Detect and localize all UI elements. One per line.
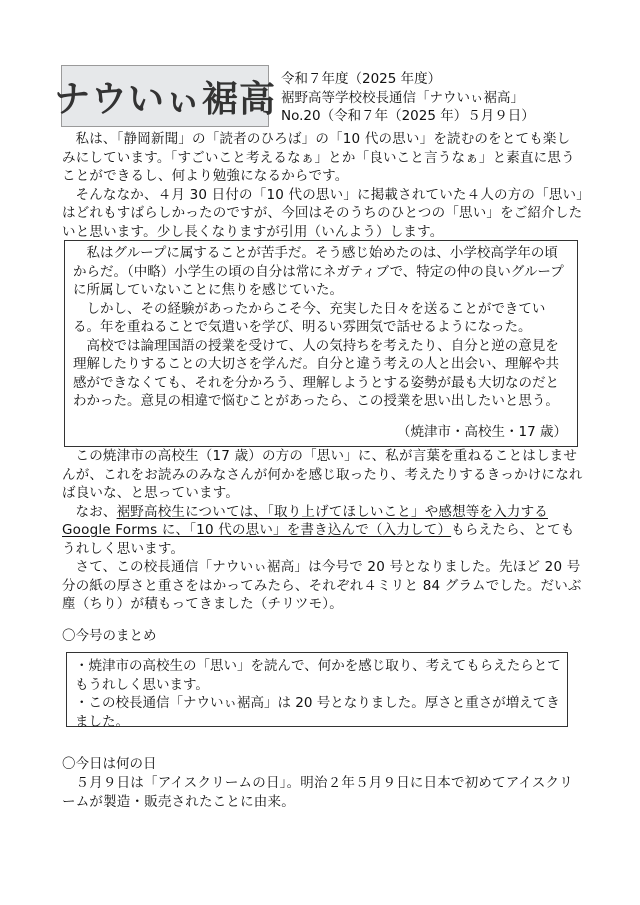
- quote-box: [64, 240, 578, 447]
- issue-year: 令和７年度（2025 年度）: [281, 71, 442, 87]
- underlined-request: 裾野高校生については、「取り上げてほしいこと」や感想等を入力する Google Forms に、「10 代の思い」を書き込んで（入力して）: [62, 503, 548, 538]
- intro-paragraph-1: 私は、「静岡新聞」の「読者のひろば」の「10 代の思い」を読むのをとても楽しみにしています。「すごいこと考えるなぁ」とか「良いこと言うなぁ」と素直に思うことができるし、何より勉強になるからです。: [62, 131, 575, 184]
- after-paragraph-2-lead: なお、: [75, 503, 117, 520]
- quote-paragraph-3: 高校では論理国語の授業を受けて、人の気持ちを考えたり、自分と逆の意見を理解したりすることの大切さを学んだ。自分と違う考えの人と出会い、理解や共感ができなくても、それを分かろう、理解しようとする姿勢が最も大切なのだとわかった。意見の相違で悩むことがあったら、この授業を思い出したいと思う。: [73, 337, 559, 409]
- intro-text: [62, 130, 584, 241]
- newsletter-title: ナウいぃ裾高: [54, 78, 277, 120]
- intro-paragraph-2: そんななか、４月 30 日付の「10 代の思い」に掲載されていた４人の方の「思い」はどれもすばらしかったのですが、今回はそのうちのひとつの「思い」をご紹介したいと思います。少し長くなりますが引用（いんよう）します。: [62, 186, 584, 240]
- quote-paragraph-1: 私はグループに属することが苦手だ。そう感じ始めたのは、小学校高学年の頃からだ。（中略）小学生の頃の自分は常にネガティブで、特定の仲の良いグループに所属していないことに焦りを感じていた。: [73, 245, 564, 298]
- today-section: [62, 774, 584, 811]
- quote-source: （焼津市・高校生・17 歳）: [397, 423, 567, 440]
- after-paragraph-2: [62, 503, 584, 559]
- after-paragraph-3: さて、この校長通信「ナウいぃ裾高」は今号で 20 号となりました。先ほど 20 号分の紙の厚さと重さをはかってみたら、それぞれ４ミリと 84 グラムでした。だいぶ塵（ちり）が積もってきました（チリツモ）。: [62, 559, 582, 612]
- today-text: ５月９日は「アイスクリームの日」。明治２年５月９日に日本で初めてアイスクリームが製造・販売されたことに由来。: [62, 775, 573, 810]
- summary-item-2: ・この校長通信「ナウいぃ裾高」は 20 号となりました。厚さと重さが増えてきました。: [75, 695, 560, 730]
- issue-info: [281, 70, 581, 126]
- after-paragraph-2-tail: もらえたら、とてもうれしく思います。: [62, 522, 575, 557]
- after-paragraph-1: この焼津市の高校生（17 歳）の方の「思い」に、私が言葉を重ねることはしませんが、これをお読みのみなさんが何かを感じ取ったり、考えたりするきっかけになれば良いな、と思っています。: [62, 448, 583, 501]
- issue-publisher: 裾野高等学校校長通信「ナウいぃ裾高」: [281, 89, 524, 106]
- today-heading: 〇今日は何の日: [62, 756, 157, 772]
- quote-paragraph-2: しかし、その経験があったからこそ今、充実した日々を送ることができている。年を重ねることで気遣いを学び、明るい雰囲気で話せるようになった。: [73, 300, 546, 335]
- summary-heading: 〇今号のまとめ: [62, 628, 157, 644]
- newsletter-title-box: [54, 65, 277, 127]
- after-quote-text: [62, 447, 584, 614]
- summary-box: [66, 652, 568, 730]
- summary-item-1: ・焼津市の高校生の「思い」を読んで、何かを感じ取り、考えてもらえたらとてもうれしく思います。: [75, 658, 561, 693]
- issue-number-date: No.20（令和７年（2025 年）５月９日）: [281, 108, 535, 124]
